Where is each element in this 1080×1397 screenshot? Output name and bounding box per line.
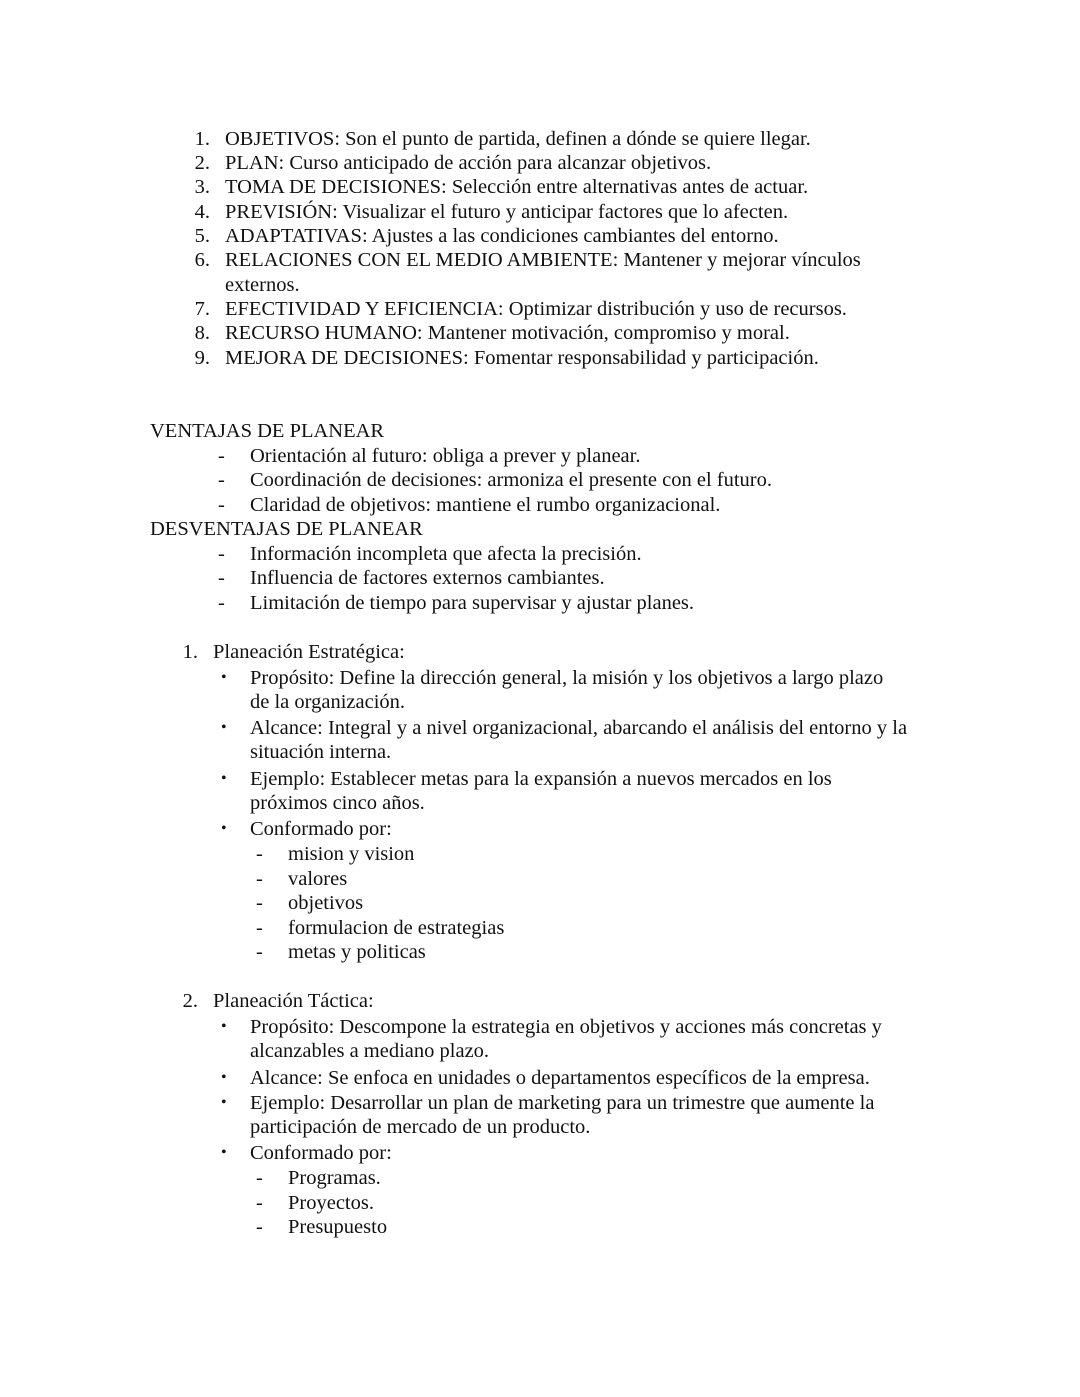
component-item: formulacion de estrategias	[288, 917, 505, 939]
list-number: 5.	[194, 225, 210, 247]
dash-marker: -	[218, 543, 225, 565]
bullet-marker: •	[221, 820, 227, 837]
list-number: 3.	[194, 176, 210, 198]
list-number: 8.	[194, 322, 210, 344]
dash-marker: -	[256, 843, 263, 865]
bullet-item-continuation: situación interna.	[250, 741, 392, 763]
component-item: mision y vision	[288, 843, 415, 865]
list-number: 1.	[194, 128, 210, 150]
planning-type-title: Planeación Táctica:	[213, 990, 374, 1012]
bullet-item-continuation: de la organización.	[250, 691, 406, 713]
list-number: 2.	[182, 990, 198, 1012]
bullet-marker: •	[221, 719, 227, 736]
list-item: ADAPTATIVAS: Ajustes a las condiciones cambiantes del entorno.	[225, 225, 779, 247]
list-item-continuation: externos.	[225, 274, 300, 296]
list-number: 4.	[194, 201, 210, 223]
list-item: RELACIONES CON EL MEDIO AMBIENTE: Mantener y mejorar vínculos	[225, 249, 861, 271]
component-item: Presupuesto	[288, 1216, 388, 1238]
component-item: objetivos	[288, 892, 364, 914]
dash-marker: -	[218, 469, 225, 491]
list-item: Coordinación de decisiones: armoniza el presente con el futuro.	[250, 469, 772, 491]
dash-marker: -	[218, 494, 225, 516]
bullet-item-continuation: próximos cinco años.	[250, 792, 425, 814]
component-item: metas y politicas	[288, 941, 426, 963]
dash-marker: -	[256, 1192, 263, 1214]
bullet-marker: •	[221, 1144, 227, 1161]
component-item: valores	[288, 868, 348, 890]
bullet-item: Alcance: Se enfoca en unidades o departamentos específicos de la empresa.	[250, 1067, 870, 1089]
dash-marker: -	[218, 445, 225, 467]
bullet-marker: •	[221, 770, 227, 787]
list-item: Claridad de objetivos: mantiene el rumbo organizacional.	[250, 494, 721, 516]
bullet-marker: •	[221, 1018, 227, 1035]
list-item: MEJORA DE DECISIONES: Fomentar responsabilidad y participación.	[225, 347, 819, 369]
component-item: Proyectos.	[288, 1192, 374, 1214]
dash-marker: -	[256, 1216, 263, 1238]
list-item: Influencia de factores externos cambiantes.	[250, 567, 605, 589]
list-item: Orientación al futuro: obliga a prever y planear.	[250, 445, 641, 467]
list-number: 7.	[194, 298, 210, 320]
dash-marker: -	[256, 892, 263, 914]
dash-marker: -	[256, 917, 263, 939]
bullet-marker: •	[221, 1094, 227, 1111]
dash-marker: -	[256, 868, 263, 890]
list-item: PLAN: Curso anticipado de acción para alcanzar objetivos.	[225, 152, 712, 174]
bullet-item: Conformado por:	[250, 818, 392, 840]
component-item: Programas.	[288, 1167, 381, 1189]
bullet-item-continuation: alcanzables a mediano plazo.	[250, 1040, 490, 1062]
list-item: EFECTIVIDAD Y EFICIENCIA: Optimizar distribución y uso de recursos.	[225, 298, 847, 320]
dash-marker: -	[218, 592, 225, 614]
list-item: PREVISIÓN: Visualizar el futuro y anticipar factores que lo afecten.	[225, 201, 789, 223]
list-number: 1.	[182, 641, 198, 663]
list-item: TOMA DE DECISIONES: Selección entre alternativas antes de actuar.	[225, 176, 809, 198]
list-number: 6.	[194, 249, 210, 271]
planning-type-title: Planeación Estratégica:	[213, 641, 405, 663]
section-heading: DESVENTAJAS DE PLANEAR	[150, 518, 423, 540]
bullet-item: Conformado por:	[250, 1142, 392, 1164]
list-number: 2.	[194, 152, 210, 174]
list-number: 9.	[194, 347, 210, 369]
list-item: RECURSO HUMANO: Mantener motivación, compromiso y moral.	[225, 322, 790, 344]
dash-marker: -	[256, 1167, 263, 1189]
dash-marker: -	[218, 567, 225, 589]
dash-marker: -	[256, 941, 263, 963]
bullet-item: Ejemplo: Desarrollar un plan de marketing para un trimestre que aumente la	[250, 1092, 875, 1114]
bullet-item: Alcance: Integral y a nivel organizacional, abarcando el análisis del entorno y la	[250, 717, 908, 739]
bullet-item: Propósito: Define la dirección general, la misión y los objetivos a largo plazo	[250, 667, 884, 689]
list-item: Información incompleta que afecta la precisión.	[250, 543, 642, 565]
bullet-marker: •	[221, 669, 227, 686]
bullet-marker: •	[221, 1069, 227, 1086]
list-item: OBJETIVOS: Son el punto de partida, definen a dónde se quiere llegar.	[225, 128, 811, 150]
bullet-item-continuation: participación de mercado de un producto.	[250, 1116, 591, 1138]
section-heading: VENTAJAS DE PLANEAR	[150, 420, 385, 442]
bullet-item: Propósito: Descompone la estrategia en objetivos y acciones más concretas y	[250, 1016, 882, 1038]
bullet-item: Ejemplo: Establecer metas para la expansión a nuevos mercados en los	[250, 768, 832, 790]
list-item: Limitación de tiempo para supervisar y ajustar planes.	[250, 592, 695, 614]
